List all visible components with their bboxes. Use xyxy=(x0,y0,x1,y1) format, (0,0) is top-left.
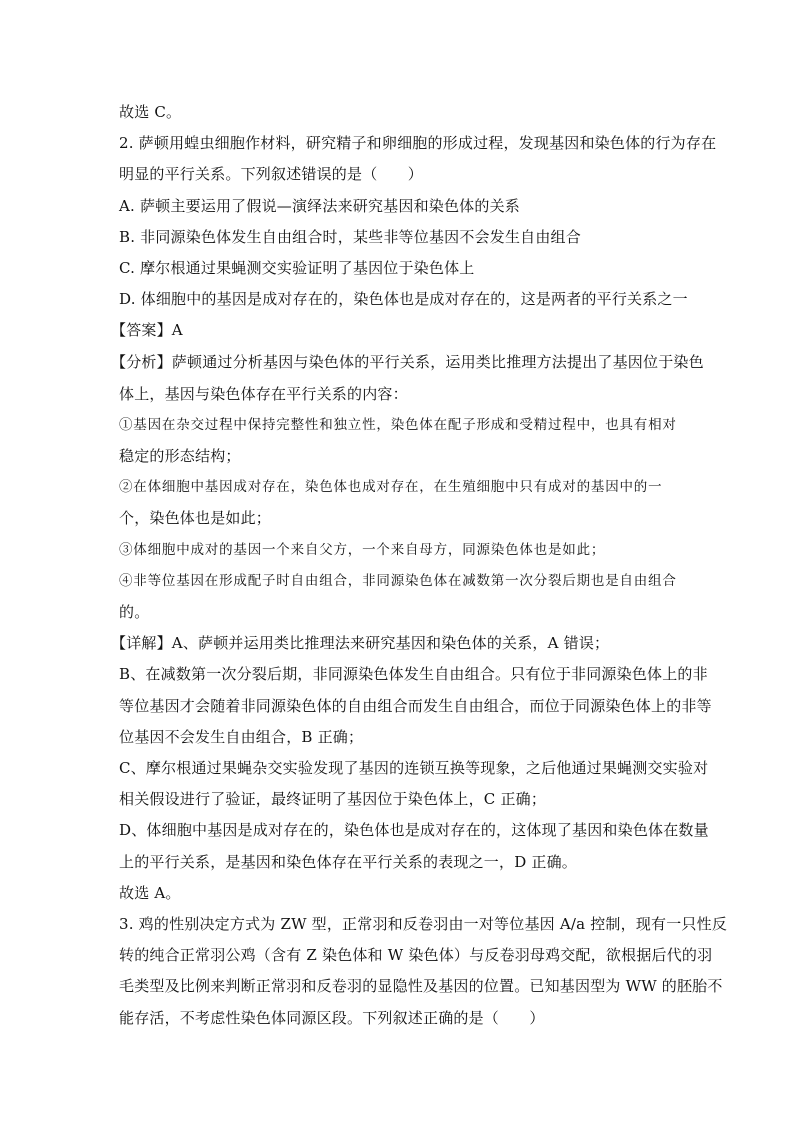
analysis-point-1: 稳定的形态结构； xyxy=(119,447,241,465)
question-3-stem: 转的纯合正常羽公鸡（含有 Z 染色体和 W 染色体）与反卷羽母鸡交配，欲根据后代的羽 xyxy=(119,946,713,964)
detail-line: 【详解】A、萨顿并运用类比推理法来研究基因和染色体的关系，A 错误； xyxy=(111,634,610,652)
analysis-point-2: ②在体细胞中基因成对存在，染色体也成对存在，在生殖细胞中只有成对的基因中的一 xyxy=(119,479,663,495)
question-3-stem: 能存活，不考虑性染色体同源区段。下列叙述正确的是（ ） xyxy=(119,1009,545,1027)
detail-line: D、体细胞中基因是成对存在的，染色体也是成对存在的，这体现了基因和染色体在数量 xyxy=(119,821,709,839)
analysis-point-4: ④非等位基因在形成配子时自由组合，非同源染色体在减数第一次分裂后期也是自由组合 xyxy=(119,573,677,589)
analysis-point-2: 个，染色体也是如此； xyxy=(119,509,272,527)
analysis-point-1: ①基因在杂交过程中保持完整性和独立性，染色体在配子形成和受精过程中，也具有相对 xyxy=(119,417,677,433)
option-b: B. 非同源染色体发生自由组合时，某些非等位基因不会发生自由组合 xyxy=(119,228,581,246)
analysis-point-4: 的。 xyxy=(119,603,150,621)
question-3-stem: 3. 鸡的性别决定方式为 ZW 型，正常羽和反卷羽由一对等位基因 A/a 控制，现有一只性反 xyxy=(119,915,728,933)
answer-line: 【答案】A xyxy=(111,321,183,339)
option-d: D. 体细胞中的基因是成对存在的，染色体也是成对存在的，这是两者的平行关系之一 xyxy=(119,290,688,308)
detail-line: 上的平行关系，是基因和染色体存在平行关系的表现之一，D 正确。 xyxy=(119,853,577,871)
detail-line: 相关假设进行了验证，最终证明了基因位于染色体上，C 正确； xyxy=(119,790,547,808)
detail-line: B、在减数第一次分裂后期，非同源染色体发生自由组合。只有位于非同源染色体上的非 xyxy=(119,665,708,683)
detail-line: C、摩尔根通过果蝇杂交实验发现了基因的连锁互换等现象，之后他通过果蝇测交实验对 xyxy=(119,759,709,777)
text-line: 故选 A。 xyxy=(119,884,181,902)
option-a: A. 萨顿主要运用了假说—演绎法来研究基因和染色体的关系 xyxy=(119,197,520,215)
detail-line: 位基因不会发生自由组合，B 正确； xyxy=(119,728,364,746)
question-3-stem: 毛类型及比例来判断正常羽和反卷羽的显隐性及基因的位置。已知基因型为 WW 的胚胎不 xyxy=(119,977,723,995)
detail-line: 等位基因才会随着非同源染色体的自由组合而发生自由组合，而位于同源染色体上的非等 xyxy=(119,697,712,715)
question-2-stem: 明显的平行关系。下列叙述错误的是（ ） xyxy=(119,165,424,183)
analysis-line: 【分析】萨顿通过分析基因与染色体的平行关系，运用类比推理方法提出了基因位于染色 xyxy=(111,353,704,371)
analysis-point-3: ③体细胞中成对的基因一个来自父方，一个来自母方，同源染色体也是如此； xyxy=(119,542,606,558)
analysis-line: 体上，基因与染色体存在平行关系的内容： xyxy=(119,385,408,403)
question-2-stem: 2. 萨顿用蝗虫细胞作材料，研究精子和卵细胞的形成过程，发现基因和染色体的行为存在 xyxy=(119,134,717,152)
option-c: C. 摩尔根通过果蝇测交实验证明了基因位于染色体上 xyxy=(119,259,475,277)
text-line: 故选 C。 xyxy=(119,103,182,121)
